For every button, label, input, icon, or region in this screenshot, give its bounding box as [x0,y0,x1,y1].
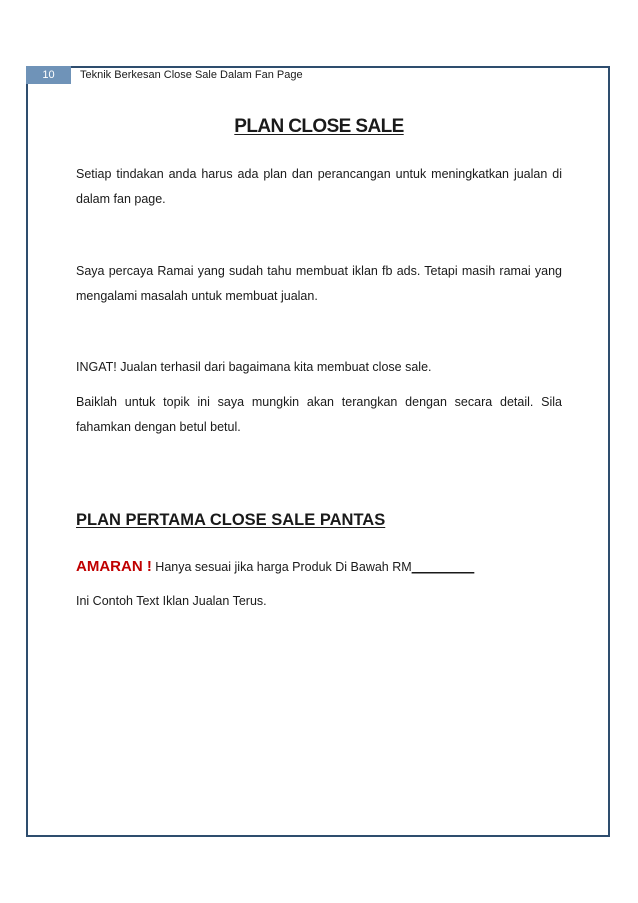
paragraph-1: Setiap tindakan anda harus ada plan dan perancangan untuk meningkatkan jualan di dalam fan page. [76,167,562,206]
warning-label: AMARAN ! [76,558,152,575]
warning-line [76,558,474,575]
section-heading: PLAN PERTAMA CLOSE SALE PANTAS [76,511,386,529]
example-text-line: Ini Contoh Text Iklan Jualan Terus. [76,594,267,608]
warning-text: Hanya sesuai jika harga Produk Di Bawah RM [151,560,412,574]
paragraph-3: INGAT! Jualan terhasil dari bagaimana kita membuat close sale. [76,360,432,374]
paragraph-2: Saya percaya Ramai yang sudah tahu membuat iklan fb ads. Tetapi masih ramai yang mengalami masalah untuk membuat jualan. [76,264,562,303]
header-title: Teknik Berkesan Close Sale Dalam Fan Page [80,69,303,81]
paragraph-4: Baiklah untuk topik ini saya mungkin akan terangkan dengan secara detail. Sila fahamkan dengan betul betul. [76,395,562,434]
price-blank: _________ [411,560,475,574]
page-title: PLAN CLOSE SALE [234,116,404,137]
page-number: 10 [26,66,71,84]
